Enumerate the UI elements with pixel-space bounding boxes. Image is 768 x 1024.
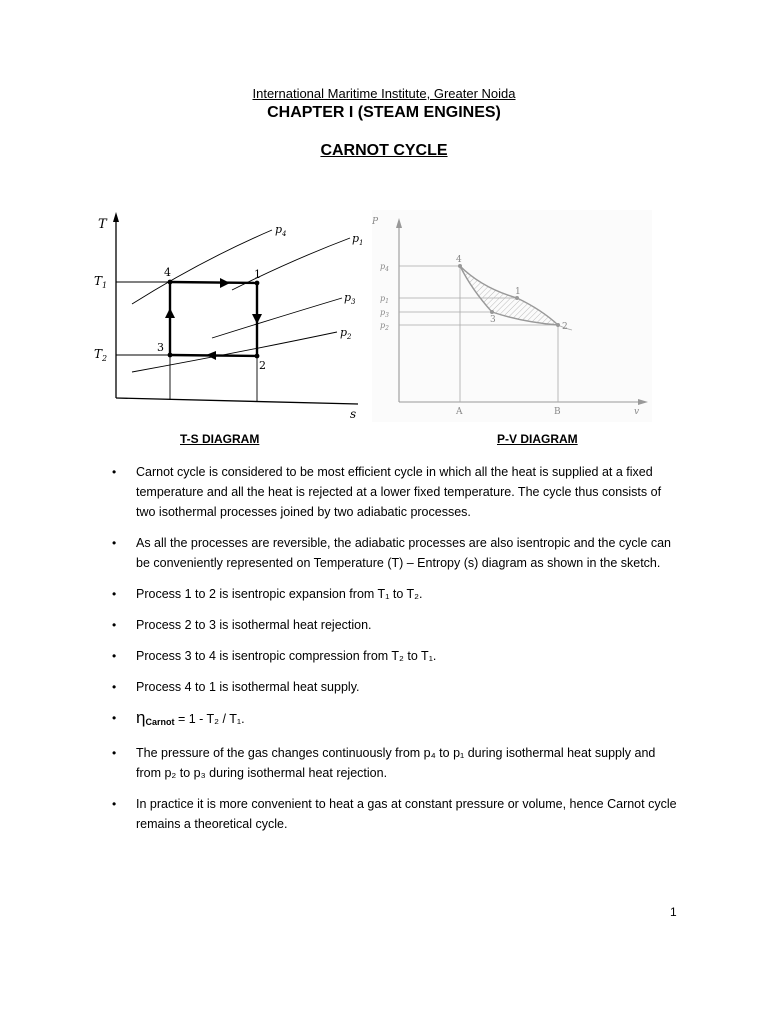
ts-caption: T-S DIAGRAM xyxy=(180,432,260,446)
ts-point-4: 4 xyxy=(164,266,171,279)
bullet-dot: • xyxy=(112,746,117,760)
bullet-text: The pressure of the gas changes continuously from p₄ to p₁ during isothermal heat supply and from p₂ to p₃ during isothermal heat rejection. xyxy=(136,746,656,780)
pv-p2-tick: $p_2$ xyxy=(380,321,389,332)
eta-symbol: η xyxy=(136,708,146,727)
bullet-item xyxy=(112,615,680,635)
chapter-title: CHAPTER I (STEAM ENGINES) xyxy=(267,104,501,121)
pv-p1-tick: $p_1$ xyxy=(380,294,389,305)
bullet-text: In practice it is more convenient to heat a gas at constant pressure or volume, hence Carnot cycle remains a theoretical cycle. xyxy=(136,797,677,831)
bullet-text: As all the processes are reversible, the adiabatic processes are also isentropic and the cycle can be conveniently represented on Temperature (T) – Entropy (s) diagram as shown in the sketch. xyxy=(136,536,672,570)
ts-t1-label: $T_1$ xyxy=(94,274,108,290)
ts-p3-label: $p_3$ xyxy=(344,291,356,306)
ts-arrow-2-3 xyxy=(206,351,216,360)
bullet-text: Process 4 to 1 is isothermal heat supply. xyxy=(136,680,360,694)
bullet-dot: • xyxy=(112,618,117,632)
bullet-text: Carnot cycle is considered to be most efficient cycle in which all the heat is supplied at a fixed temperature and all the heat is rejected at a lower fixed temperature. The cycle thus consists of two isothermal processes joined by two adiabatic processes. xyxy=(136,465,662,519)
pv-p3-tick: $p_3$ xyxy=(380,308,389,319)
bullet-item xyxy=(112,743,680,783)
ts-point-3: 3 xyxy=(157,341,164,354)
bullet-dot: • xyxy=(112,680,117,694)
bullet-item xyxy=(112,677,680,697)
bullet-dot: • xyxy=(112,536,117,550)
ts-p1-label: $p_1$ xyxy=(352,232,364,247)
bullet-item xyxy=(112,794,680,834)
ts-t2-label: $T_2$ xyxy=(94,347,108,363)
pv-tick-a: A xyxy=(456,407,463,417)
ts-point-1: 1 xyxy=(254,268,261,281)
bullet-list xyxy=(112,462,680,845)
bullet-text: Process 1 to 2 is isentropic expansion from T₁ to T₂. xyxy=(136,587,423,601)
bullet-dot: • xyxy=(112,797,117,811)
ts-p2-label: $p_2$ xyxy=(340,326,352,341)
pv-x-axis-label: v xyxy=(634,407,640,417)
pv-tick-b: B xyxy=(554,407,561,417)
ts-y-axis-label: T xyxy=(98,217,107,232)
pv-point-3: 3 xyxy=(490,315,496,325)
bullet-item xyxy=(112,646,680,666)
ts-arrow-4-1 xyxy=(220,278,230,288)
ts-x-axis-label: s xyxy=(350,407,357,421)
bullet-text: Process 3 to 4 is isentropic compression from T₂ to T₁. xyxy=(136,649,437,663)
pv-p4-tick: $p_4$ xyxy=(380,262,389,273)
ts-process-4-1 xyxy=(170,282,257,283)
pv-point-4: 4 xyxy=(456,255,462,265)
institute-name: International Maritime Institute, Greater Noida xyxy=(252,86,516,101)
eta-subscript: Carnot xyxy=(145,717,175,727)
ts-p3-line xyxy=(212,298,342,338)
bullet-text: Process 2 to 3 is isothermal heat rejection. xyxy=(136,618,372,632)
section-title: CARNOT CYCLE xyxy=(320,142,448,159)
efficiency-formula: = 1 - T₂ / T₁. xyxy=(174,712,245,726)
bullet-item xyxy=(112,584,680,604)
ts-diagram xyxy=(92,208,370,430)
bullet-dot: • xyxy=(112,587,117,601)
ts-p4-label: $p_4$ xyxy=(275,223,287,238)
bullet-dot: • xyxy=(112,649,117,663)
page-number: 1 xyxy=(670,905,677,919)
pv-point-2: 2 xyxy=(562,322,568,332)
bullet-dot: • xyxy=(112,711,117,725)
ts-p4-line xyxy=(132,230,272,304)
pv-diagram xyxy=(372,210,652,422)
bullet-item xyxy=(112,533,680,573)
pv-y-axis-label: P xyxy=(372,217,379,227)
pv-caption: P-V DIAGRAM xyxy=(497,432,578,446)
ts-x-axis xyxy=(116,398,358,404)
ts-point-2: 2 xyxy=(259,359,266,372)
bullet-dot: • xyxy=(112,465,117,479)
bullet-item xyxy=(112,462,680,522)
ts-y-axis-arrow xyxy=(113,212,119,222)
ts-arrow-3-4 xyxy=(165,308,175,318)
pv-point-1: 1 xyxy=(515,287,521,297)
bullet-item-efficiency xyxy=(112,708,680,732)
